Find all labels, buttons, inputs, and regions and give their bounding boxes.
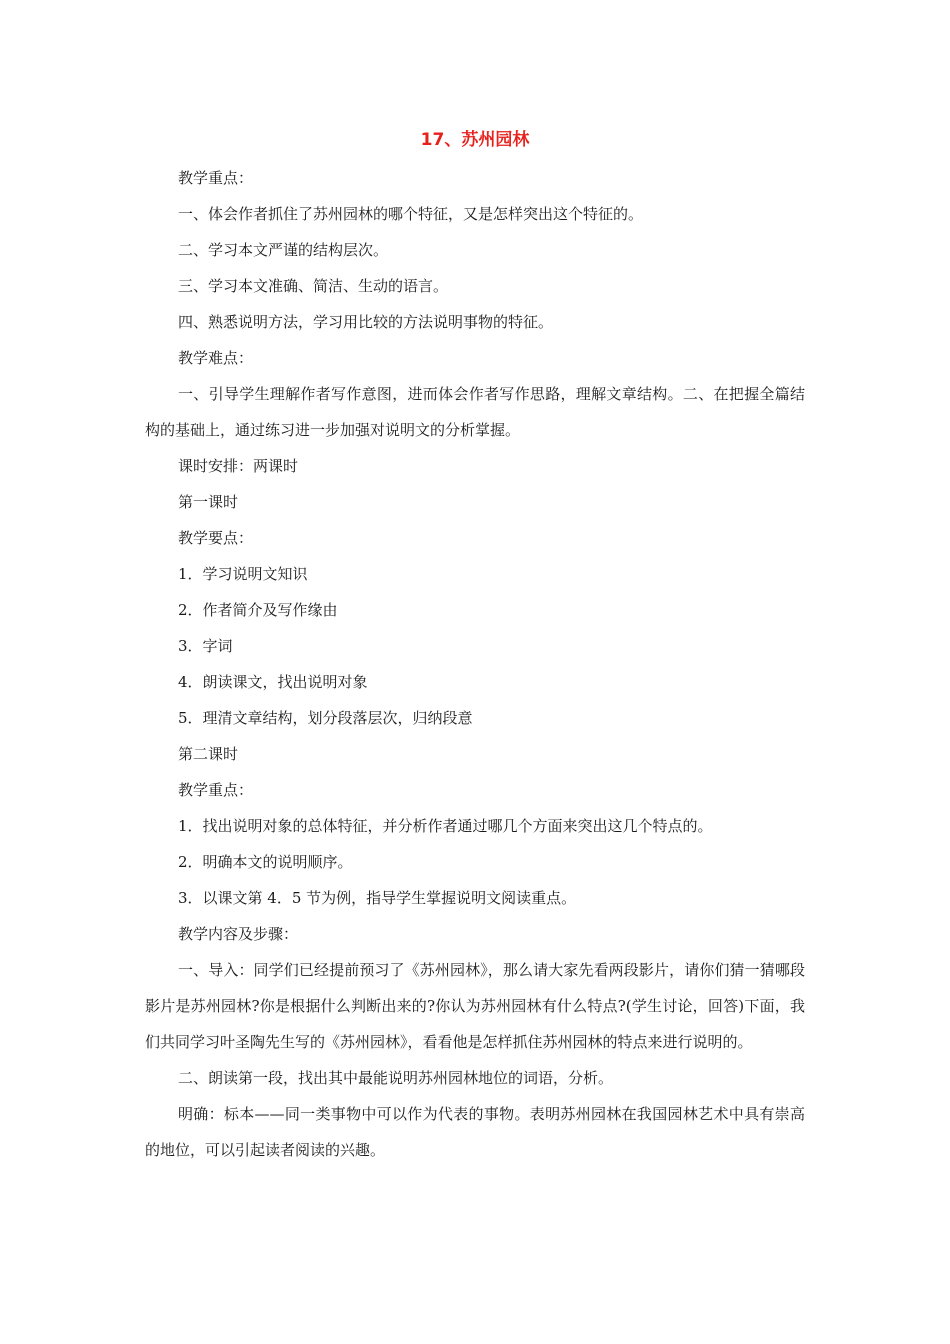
paragraph: 3．字词 bbox=[178, 637, 233, 655]
paragraph: 二、学习本文严谨的结构层次。 bbox=[178, 241, 389, 259]
paragraph: 5．理清文章结构，划分段落层次，归纳段意 bbox=[178, 709, 473, 727]
paragraph: 4．朗读课文，找出说明对象 bbox=[178, 673, 368, 691]
paragraph: 1．学习说明文知识 bbox=[178, 565, 308, 583]
paragraph: 教学重点： bbox=[178, 781, 254, 799]
paragraph: 1．找出说明对象的总体特征，并分析作者通过哪几个方面来突出这几个特点的。 bbox=[178, 817, 713, 835]
paragraph: 一、体会作者抓住了苏州园林的哪个特征，又是怎样突出这个特征的。 bbox=[178, 205, 644, 223]
paragraph: 明确：标本——同一类事物中可以作为代表的事物。表明苏州园林在我国园林艺术中具有崇高的地位，可以引起读者阅读的兴趣。 bbox=[145, 1105, 805, 1159]
document-body bbox=[145, 160, 805, 1168]
paragraph: 2．明确本文的说明顺序。 bbox=[178, 853, 353, 871]
paragraph: 教学重点： bbox=[178, 169, 254, 187]
paragraph: 课时安排：两课时 bbox=[178, 457, 299, 475]
paragraph: 一、引导学生理解作者写作意图，进而体会作者写作思路，理解文章结构。二、在把握全篇结构的基础上，通过练习进一步加强对说明文的分析掌握。 bbox=[145, 385, 805, 439]
paragraph: 四、熟悉说明方法，学习用比较的方法说明事物的特征。 bbox=[178, 313, 554, 331]
paragraph: 2．作者简介及写作缘由 bbox=[178, 601, 338, 619]
paragraph: 3．以课文第 4．5 节为例，指导学生掌握说明文阅读重点。 bbox=[178, 889, 577, 907]
paragraph: 一、导入：同学们已经提前预习了《苏州园林》，那么请大家先看两段影片，请你们猜一猜哪段影片是苏州园林?你是根据什么判断出来的?你认为苏州园林有什么特点?(学生讨论，回答)下面，我们共同学习叶圣陶先生写的《苏州园林》，看看他是怎样抓住苏州园林的特点来进行说明的。 bbox=[145, 961, 805, 1051]
paragraph: 第一课时 bbox=[178, 493, 239, 511]
paragraph: 第二课时 bbox=[178, 745, 239, 763]
document-title: 17、苏州园林 bbox=[420, 130, 530, 150]
paragraph: 教学要点： bbox=[178, 529, 254, 547]
paragraph: 教学内容及步骤： bbox=[178, 925, 299, 943]
paragraph: 三、学习本文准确、简洁、生动的语言。 bbox=[178, 277, 449, 295]
paragraph: 教学难点： bbox=[178, 349, 254, 367]
paragraph: 二、朗读第一段，找出其中最能说明苏州园林地位的词语，分析。 bbox=[178, 1069, 614, 1087]
